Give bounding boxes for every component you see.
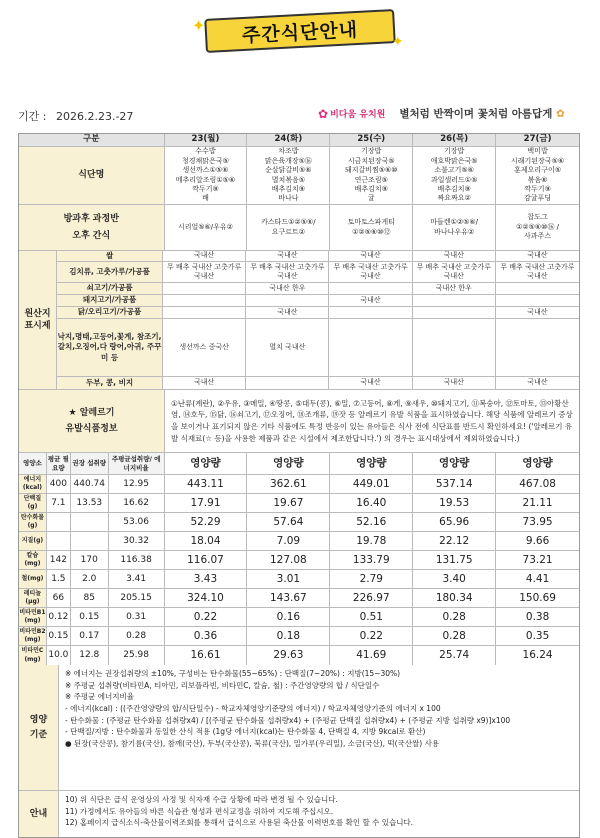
weekly-avg: 12.95 bbox=[109, 475, 165, 493]
day-header: 26(목) bbox=[413, 134, 496, 146]
origin-value: 국내산 한우 bbox=[413, 283, 496, 294]
cell-line: 순살닭갈비⑤⑥ bbox=[265, 166, 312, 175]
cell-line: 소불고기⑤⑥ bbox=[434, 166, 474, 175]
day-header: 25(수) bbox=[330, 134, 413, 146]
nutrient-amount: 19.53 bbox=[413, 494, 496, 512]
text-line: ※ 주평균 에너지비율 bbox=[65, 692, 135, 702]
cell-line: 마들렌①②⑤⑥/ bbox=[430, 218, 479, 227]
basis-label-line: 기준 bbox=[29, 730, 48, 740]
nutrition-body bbox=[19, 475, 579, 665]
cell-line: 맑은육개장⑤⑯ bbox=[264, 156, 312, 165]
nutrient-label: 레티놀(μg) bbox=[19, 589, 47, 607]
cell-line: 시금치된장국⑤ bbox=[347, 156, 395, 165]
avg-need: 0.12 bbox=[47, 608, 71, 626]
title-banner bbox=[205, 8, 395, 56]
origin-item-label: 쌀 bbox=[57, 251, 163, 261]
recommended: 0.17 bbox=[71, 627, 109, 645]
weekly-avg: 16.62 bbox=[109, 494, 165, 512]
origin-item-label: 쇠고기/가공품 bbox=[57, 283, 163, 294]
menu-row bbox=[19, 147, 579, 205]
menu-label: 식단명 bbox=[19, 147, 165, 204]
origin-value bbox=[329, 319, 412, 376]
nutrient-amount: 7.09 bbox=[247, 532, 330, 550]
origin-body bbox=[57, 251, 579, 389]
cell-line: 훈제오리구이⑤ bbox=[514, 166, 561, 175]
nutrient-amount: 21.11 bbox=[522, 496, 553, 509]
avg-need bbox=[47, 513, 71, 531]
nutrient-amount: 0.35 bbox=[525, 629, 550, 642]
nutrient-amount: 127.08 bbox=[247, 551, 330, 569]
avg-need bbox=[47, 532, 71, 550]
origin-value bbox=[496, 319, 579, 376]
amount-header: 영양량 bbox=[522, 457, 553, 470]
text-line: ※ 에너지는 권장섭취량의 ±10%, 구성비는 탄수화물(55~65%) : 단백질(7~20%) : 지방(15~30%) bbox=[65, 669, 401, 678]
cell-line: ①②⑤⑥⑩⑯ / bbox=[516, 222, 560, 231]
recommended: 85 bbox=[71, 589, 109, 607]
cell-line: 사과주스 bbox=[524, 232, 552, 241]
cell-line: 배추김치⑨ bbox=[437, 184, 471, 193]
nutrient-amount: 226.97 bbox=[330, 589, 413, 607]
notice-text bbox=[59, 791, 579, 837]
allergy-label bbox=[19, 390, 165, 452]
menu-day-cell bbox=[330, 147, 413, 204]
cell-line: 바나나우유② bbox=[434, 227, 475, 236]
recommended bbox=[71, 532, 109, 550]
recommended: 2.0 bbox=[71, 570, 109, 588]
cell-line: 배추김치⑨ bbox=[354, 184, 388, 193]
cell-line: 바나나 bbox=[278, 194, 299, 203]
cell-line: 과일샐러드①⑤ bbox=[430, 175, 478, 184]
nutrient-amount: 3.01 bbox=[247, 570, 330, 588]
cell-line: 시래기된장국⑤⑥ bbox=[511, 156, 565, 165]
origin-value: 국내산 bbox=[527, 251, 548, 260]
cell-line: 짜요짜요② bbox=[437, 194, 471, 203]
nutrient-amount: 73.21 bbox=[522, 553, 553, 566]
menu-day-cell bbox=[247, 147, 330, 204]
text-line: 12) 홈페이지 급식소식-축산물이력조회를 통해서 급식으로 사용된 축산물 이력번호를 확인 할 수 있습니다. bbox=[65, 818, 414, 828]
nutrient-label: 에너지 (kcal) bbox=[19, 475, 47, 493]
origin-value bbox=[163, 307, 246, 318]
flower-icon: ✿ bbox=[318, 106, 329, 121]
day-header-row bbox=[19, 134, 579, 147]
snack-day-cell bbox=[413, 205, 496, 250]
avg-need: 1.5 bbox=[47, 570, 71, 588]
nutrition-row bbox=[19, 646, 579, 665]
recommended: 440.74 bbox=[71, 475, 109, 493]
menu-day-cell bbox=[165, 147, 248, 204]
nutrition-row bbox=[19, 475, 579, 494]
snack-day-cell bbox=[330, 205, 413, 250]
amount-header: 영양량 bbox=[330, 453, 413, 474]
brand-name: 비다움 유치원 bbox=[330, 110, 386, 120]
nutrient-amount: 0.22 bbox=[165, 608, 248, 626]
origin-item-label: 닭/오리고기/가공품 bbox=[57, 307, 163, 318]
basis-row bbox=[19, 665, 579, 791]
star-icon: ✦ bbox=[192, 16, 206, 35]
recommended: 0.15 bbox=[71, 608, 109, 626]
cell-line: 돼지갈비찜⑤⑥⑩ bbox=[344, 166, 398, 175]
allergy-row bbox=[19, 390, 579, 453]
text-line: ※ 주평균 섭취량(비타민A, 티아민, 리보플라빈, 비타민C, 칼슘, 철) : 주간영양량의 합 / 식단일수 bbox=[65, 680, 380, 690]
nutrient-amount: 362.61 bbox=[247, 475, 330, 493]
snack-label-line: 방과후 과정반 bbox=[63, 214, 119, 225]
cell-line: 요구르트② bbox=[271, 227, 306, 236]
origin-value: 무 배추 국내산 고춧가루국내산 bbox=[329, 262, 412, 282]
origin-value: 무 배추 국내산 고춧가루국내산 bbox=[246, 262, 329, 282]
cell-line: 생선까스①⑤⑥ bbox=[182, 166, 229, 175]
nutrition-row bbox=[19, 513, 579, 532]
nutrient-amount: 65.96 bbox=[413, 513, 496, 531]
origin-row bbox=[57, 283, 579, 295]
snack-label bbox=[19, 205, 165, 250]
avg-need: 400 bbox=[47, 475, 71, 493]
origin-value bbox=[329, 307, 412, 318]
cell-line: 애호박맑은국⑤ bbox=[430, 156, 478, 165]
origin-value bbox=[496, 283, 579, 294]
nutrition-head: 평균 필요량 bbox=[47, 453, 71, 474]
avg-need: 142 bbox=[47, 551, 71, 569]
nutrient-amount: 0.28 bbox=[413, 608, 496, 626]
cell-line: 연근조림⑤ bbox=[354, 175, 388, 184]
star-icon: ✦ bbox=[392, 34, 404, 50]
origin-value: 국내산 bbox=[163, 251, 246, 261]
nutrient-label: 비타민B1 (mg) bbox=[19, 608, 46, 624]
cell-line: 청경채맑은국⑤ bbox=[182, 156, 229, 165]
origin-label: 원산지 표시제 bbox=[19, 251, 57, 389]
nutrient-amount: 150.69 bbox=[519, 591, 556, 604]
recommended: 170 bbox=[71, 551, 109, 569]
text-line: - 에너지(kcal) : ((주간영양량의 합/식단일수) - 학교자체영양기준량의 에너지) / 학교자체영양기준의 에너지 x 100 bbox=[65, 703, 441, 713]
origin-value: 국내산 bbox=[246, 251, 329, 261]
origin-value bbox=[329, 283, 412, 294]
amount-header: 영양량 bbox=[413, 453, 496, 474]
nutrient-amount: 16.61 bbox=[165, 646, 248, 665]
origin-value: 국내산 bbox=[329, 377, 412, 389]
cell-line: 볶음⑥ bbox=[527, 175, 548, 184]
weekly-avg: 30.32 bbox=[109, 532, 165, 550]
origin-row bbox=[57, 262, 579, 283]
nutrition-head: 주평균섭취량/ 에너지비율 bbox=[109, 453, 165, 474]
weekly-avg: 3.41 bbox=[109, 570, 165, 588]
cell-line: 찹도그 bbox=[527, 213, 548, 222]
origin-value bbox=[496, 295, 579, 306]
nutrient-amount: 467.08 bbox=[519, 477, 556, 490]
basis-text bbox=[59, 665, 579, 790]
period-value: 2026.2.23.-27 bbox=[55, 110, 134, 123]
weekly-avg: 53.06 bbox=[109, 513, 165, 531]
nutrient-amount: 16.24 bbox=[522, 649, 553, 662]
nutrient-amount: 0.38 bbox=[525, 610, 550, 623]
avg-need: 10.0 bbox=[47, 646, 71, 665]
flower-icon: ✿ bbox=[556, 108, 565, 120]
period-label: 기간 : bbox=[18, 110, 47, 123]
brand bbox=[318, 106, 565, 121]
cell-line: 배 bbox=[202, 194, 209, 203]
basis-label bbox=[19, 665, 59, 790]
origin-value bbox=[413, 295, 496, 306]
nutrition-row bbox=[19, 627, 579, 646]
menu-sheet bbox=[18, 133, 580, 838]
brand-slogan-text: 별처럼 반짝이며 꽃처럼 아름답게 bbox=[399, 108, 553, 120]
nutrient-amount: 19.67 bbox=[247, 494, 330, 512]
origin-section bbox=[19, 251, 579, 390]
recommended bbox=[71, 513, 109, 531]
cell-line: 귤 bbox=[367, 194, 375, 203]
nutrient-amount: 16.40 bbox=[330, 494, 413, 512]
nutrient-amount: 2.79 bbox=[330, 570, 413, 588]
nutrition-row bbox=[19, 494, 579, 513]
weekly-avg: 116.38 bbox=[109, 551, 165, 569]
nutrient-amount: 0.36 bbox=[165, 627, 248, 645]
nutrient-amount: 52.16 bbox=[330, 513, 413, 531]
cell-line: 깍두기⑨ bbox=[192, 184, 219, 193]
nutrient-amount: 57.64 bbox=[247, 513, 330, 531]
nutrient-amount: 0.28 bbox=[413, 627, 496, 645]
text-line: - 탄수화물 : (주평균 탄수화물 섭취량x4) / [(주평균 탄수화물 섭취량x4) + (주평균 단백질 섭취량x4) + (주평균 지방 섭취량 x9)]x100 bbox=[65, 715, 511, 725]
weekly-avg: 25.98 bbox=[109, 646, 165, 665]
nutrient-amount: 324.10 bbox=[165, 589, 248, 607]
cell-line: ①②⑤⑥⑩⑫ bbox=[352, 227, 391, 236]
nutrition-row bbox=[19, 551, 579, 570]
cell-line: 메추리알조림①⑤⑥ bbox=[175, 175, 236, 184]
snack-day-cell bbox=[247, 205, 330, 250]
notice-label: 안내 bbox=[19, 791, 59, 837]
nutrition-header-row bbox=[19, 453, 579, 475]
origin-value: 생선까스 중국산 bbox=[163, 319, 246, 376]
nutrient-label: 비타민B2 (mg) bbox=[19, 627, 46, 643]
nutrient-amount: 443.11 bbox=[165, 475, 248, 493]
origin-item-label: 김치류, 고춧가루/가공품 bbox=[57, 262, 163, 282]
origin-item-label: 돼지고기/가공품 bbox=[57, 295, 163, 306]
allergy-label-line: ★ 알레르기 bbox=[68, 408, 115, 419]
nutrient-label: 단백질(g) bbox=[19, 494, 47, 512]
origin-value bbox=[163, 283, 246, 294]
origin-value bbox=[246, 295, 329, 306]
origin-value: 국내산 bbox=[329, 295, 412, 306]
origin-value: 국내산 bbox=[329, 251, 412, 261]
notice-row bbox=[19, 791, 579, 837]
avg-need: 0.15 bbox=[47, 627, 71, 645]
cell-line: 토마토스파게티 bbox=[347, 218, 395, 227]
brand-slogan bbox=[399, 106, 564, 121]
cell-line: 배추김치⑨ bbox=[271, 184, 306, 193]
snack-row bbox=[19, 205, 579, 251]
origin-value: 무 배추 국내산 고춧가루국내산 bbox=[413, 262, 496, 282]
nutrient-amount: 25.74 bbox=[413, 646, 496, 665]
weekly-avg: 0.31 bbox=[109, 608, 165, 626]
origin-row bbox=[57, 319, 579, 377]
nutrient-amount: 73.95 bbox=[522, 515, 553, 528]
origin-row bbox=[57, 251, 579, 262]
cell-line: 기장밥 bbox=[444, 147, 465, 156]
cell-line: 감귤푸딩 bbox=[524, 194, 552, 203]
nutrient-amount: 41.69 bbox=[330, 646, 413, 665]
nutrient-amount: 0.18 bbox=[247, 627, 330, 645]
nutrient-amount: 22.12 bbox=[413, 532, 496, 550]
cell-line: 백미밥 bbox=[527, 147, 548, 156]
nutrient-label: 비타민C (mg) bbox=[19, 646, 47, 665]
text-line: 11) 가정에서도 유아들의 바른 식습관 형성과 편식교정을 위하여 지도해 주십시오. bbox=[65, 806, 334, 816]
cell-line: 카스타드①②⑤⑥/ bbox=[261, 218, 316, 227]
nutrient-amount: 537.14 bbox=[413, 475, 496, 493]
allergy-label-line: 유발식품정보 bbox=[65, 423, 118, 434]
nutrient-amount: 0.22 bbox=[330, 627, 413, 645]
nutrition-row bbox=[19, 532, 579, 551]
nutrient-amount: 4.41 bbox=[525, 572, 550, 585]
nutrition-head: 영양소 bbox=[19, 453, 47, 474]
day-header: 27(금) bbox=[496, 134, 579, 146]
day-header: 23(월) bbox=[165, 134, 248, 146]
weekly-avg: 205.15 bbox=[109, 589, 165, 607]
origin-value: 무 배추 국내산 고춧가루국내산 bbox=[163, 262, 246, 282]
nutrient-amount: 18.04 bbox=[165, 532, 248, 550]
brand-logo bbox=[318, 107, 385, 121]
origin-row bbox=[57, 377, 579, 389]
cell-line: 깍두기⑨ bbox=[524, 184, 551, 193]
nutrition-row bbox=[19, 570, 579, 589]
menu-day-cell bbox=[496, 147, 579, 204]
amount-header: 영양량 bbox=[165, 453, 248, 474]
snack-day-cell bbox=[496, 205, 579, 250]
origin-row bbox=[57, 307, 579, 319]
nutrient-amount: 449.01 bbox=[330, 475, 413, 493]
nutrient-amount: 131.75 bbox=[413, 551, 496, 569]
nutrient-amount: 0.16 bbox=[247, 608, 330, 626]
nutrition-row bbox=[19, 608, 579, 627]
cell-line: 기장밥 bbox=[361, 147, 382, 156]
origin-value: 국내산 한우 bbox=[246, 283, 329, 294]
origin-value bbox=[413, 307, 496, 318]
nutrient-amount: 0.51 bbox=[330, 608, 413, 626]
recommended: 12.8 bbox=[71, 646, 109, 665]
nutrient-amount: 17.91 bbox=[165, 494, 248, 512]
origin-item-label: 두부, 콩, 비지 bbox=[57, 377, 163, 389]
origin-value: 국내산 bbox=[163, 377, 246, 389]
day-header: 24(화) bbox=[247, 134, 330, 146]
origin-row bbox=[57, 295, 579, 307]
basis-label-line: 영양 bbox=[29, 714, 48, 725]
origin-value: 멸치 국내산 bbox=[246, 319, 329, 376]
nutrition-row bbox=[19, 589, 579, 608]
cell-line: 시리얼⑤⑥/우유② bbox=[177, 222, 233, 231]
snack-label-line: 오후 간식 bbox=[72, 230, 111, 241]
nutrient-amount: 29.63 bbox=[247, 646, 330, 665]
nutrient-amount: 3.43 bbox=[165, 570, 248, 588]
origin-value bbox=[246, 377, 329, 389]
origin-value: 국내산 bbox=[413, 377, 496, 389]
nutrition-head: 권장 섭취량 bbox=[71, 453, 109, 474]
origin-value: 국내산 bbox=[413, 251, 496, 261]
weekly-avg: 0.28 bbox=[109, 627, 165, 645]
text-line: 10) 위 식단은 급식 운영상의 사정 및 식자재 수급 상황에 따라 변경 될 수 있습니다. bbox=[65, 795, 338, 804]
nutrient-label: 탄수화물 (g) bbox=[19, 513, 47, 531]
allergy-info: ①난류(계란), ②우유, ③메밀, ④땅콩, ⑤대두(콩), ⑥밀, ⑦고등어, ⑧게, ⑨새우, ⑩돼지고기, ⑪복숭아, ⑫토마토, ⑬아황산염, ⑭호두, ⑮닭, ⑯쇠고기, ⑰오징어, ⑱조개류, ⑲잣 등 알레르기 유발 식품을 표시하였습니다. 해당 식품에 알레르기 증상을 보이거나 표기되지 않은 기타 식품에도 특정 반응이 있는 유아들은 식사 전에 식단표를 반드시 확인하세요! ('알레르기 유발 식재료(☆ 등)을 사용한 제품과 같은 시설에서 제조한답니다.') 의 경우는 표시대상에서 제외하였습니다.) bbox=[171, 398, 573, 443]
period bbox=[18, 108, 139, 124]
nutrient-amount: 3.40 bbox=[413, 570, 496, 588]
nutrient-label: 지질(g) bbox=[19, 532, 47, 550]
nutrient-amount: 143.67 bbox=[247, 589, 330, 607]
nutrient-amount: 9.66 bbox=[525, 534, 550, 547]
text-line: - 단백질/지방 : 탄수화물과 동일한 산식 적용 (1g당 에너지(kcal)는 탄수화물 4, 단백질 4, 지방 9kcal로 환산) bbox=[65, 727, 426, 737]
recommended: 13.53 bbox=[71, 494, 109, 512]
origin-value: 무 배추 국내산 고춧가루국내산 bbox=[500, 262, 575, 280]
amount-header: 영양량 bbox=[247, 453, 330, 474]
text-line: ● 된장(국산콩), 참기름(국산), 참깨(국산), 두부(국산콩), 묵류(국산), 밀가루(우리밀), 소금(국산), 떡(국산쌀) 사용 bbox=[65, 738, 440, 748]
nutrient-amount: 19.78 bbox=[330, 532, 413, 550]
origin-value bbox=[413, 319, 496, 376]
nutrient-amount: 133.79 bbox=[330, 551, 413, 569]
origin-value: 국내산 bbox=[246, 307, 329, 318]
cell-line: 수수밥 bbox=[195, 147, 216, 156]
cell-line: 차조밥 bbox=[278, 147, 299, 156]
avg-need: 66 bbox=[47, 589, 71, 607]
nutrient-label: 철(mg) bbox=[19, 570, 47, 588]
origin-item-label: 낙지,명태,고등어,꽃게, 참조기,갈치,오징어,다 랑어,아귀, 주꾸미 등 bbox=[57, 319, 163, 376]
menu-day-cell bbox=[413, 147, 496, 204]
nutrient-label: 칼슘(mg) bbox=[19, 551, 47, 569]
origin-value: 국내산 bbox=[527, 307, 548, 316]
cell-line: 멸치볶음⑤ bbox=[271, 175, 306, 184]
page-title: 주간식단안내 bbox=[241, 18, 359, 48]
origin-value bbox=[163, 295, 246, 306]
nutrient-amount: 52.29 bbox=[165, 513, 248, 531]
snack-day-cell bbox=[165, 205, 248, 250]
nutrient-amount: 116.07 bbox=[165, 551, 248, 569]
origin-value: 국내산 bbox=[527, 378, 548, 387]
nutrient-amount: 180.34 bbox=[413, 589, 496, 607]
header-label: 구분 bbox=[19, 134, 165, 146]
avg-need: 7.1 bbox=[47, 494, 71, 512]
